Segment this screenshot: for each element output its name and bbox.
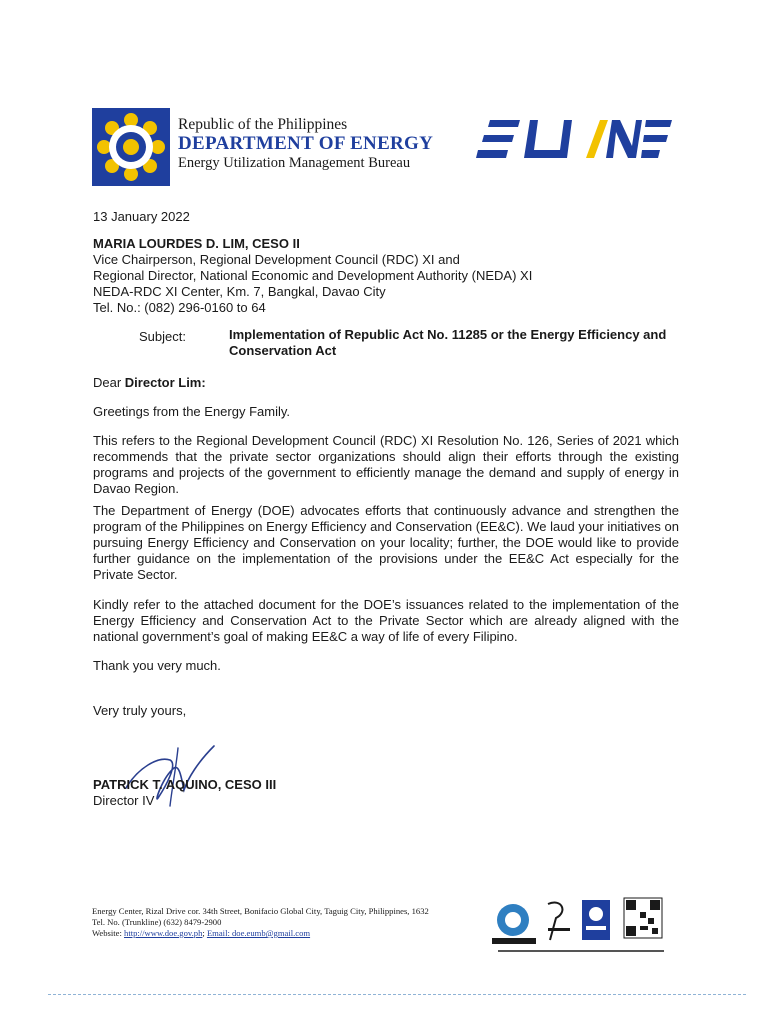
thanks-line: Thank you very much. (93, 658, 221, 673)
org-department: DEPARTMENT OF ENERGY (178, 133, 434, 154)
addressee-line: Regional Director, National Economic and Development Authority (NEDA) XI (93, 268, 533, 283)
addressee-name: MARIA LOURDES D. LIM, CESO II (93, 236, 300, 251)
salutation-name: Director Lim: (124, 375, 206, 390)
closing-line: Very truly yours, (93, 703, 187, 718)
addressee-line: Tel. No.: (082) 296-0160 to 64 (93, 300, 266, 315)
body-paragraph: Kindly refer to the attached document for the DOE’s issuances related to the implementation of the Energy Efficiency and Conservation Act to the Private Sector which are already aligned with the national government’s goal of making EE&C a way of life of every Filipino. (93, 597, 679, 644)
website-label: Website: (92, 928, 125, 938)
website-separator: ; (202, 928, 207, 938)
org-country: Republic of the Philippines (178, 116, 348, 133)
body-paragraph: The Department of Energy (DOE) advocates efforts that continuously advance and strengthen the program of the Philippines on Energy Efficiency and Conservation (EE&C). We laud your initiatives on pursuing Energy Efficiency and Conservation on your locality; further, the DOE would like to provide further guidance on the implementation of the provisions under the EE&C Act especially for the Private Sector. (93, 503, 679, 582)
letter-date: 13 January 2022 (93, 209, 190, 224)
org-bureau: Energy Utilization Management Bureau (178, 155, 411, 171)
greeting: Greetings from the Energy Family. (93, 404, 290, 419)
signatory-name: PATRICK T. AQUINO, CESO III (93, 777, 277, 792)
addressee-line: Vice Chairperson, Regional Development Council (RDC) XI and (93, 252, 460, 267)
eumb-logo (474, 118, 672, 160)
footer-address: Energy Center, Rizal Drive cor. 34th Street, Bonifacio Global City, Taguig City, Philippines, 1632 (92, 906, 429, 916)
footer-website (92, 928, 310, 939)
footer-telephone: Tel. No. (Trunkline) (632) 8479-2900 (92, 917, 222, 927)
salutation-prefix: Dear (93, 375, 125, 390)
certification-logos (478, 888, 668, 958)
body-paragraph: This refers to the Regional Development Council (RDC) XI Resolution No. 126, Series of 2021 which recommends that the private sector organizations should align their efforts through the existing programs and projects of the government to efficiently manage the demand and supply of energy in Davao Region. (93, 433, 679, 496)
subject-label: Subject: (139, 329, 186, 344)
footer-divider (48, 994, 746, 995)
signatory-title: Director IV (93, 793, 155, 808)
salutation (93, 375, 206, 391)
website-link[interactable]: http://www.doe.gov.ph (124, 928, 203, 938)
subject-text: Implementation of Republic Act No. 11285 or the Energy Efficiency and Conservation Act (229, 327, 667, 358)
addressee-line: NEDA-RDC XI Center, Km. 7, Bangkal, Davao City (93, 284, 386, 299)
email-link[interactable]: Email: doe.eumb@gmail.com (206, 928, 311, 938)
doe-seal-logo (92, 108, 170, 186)
